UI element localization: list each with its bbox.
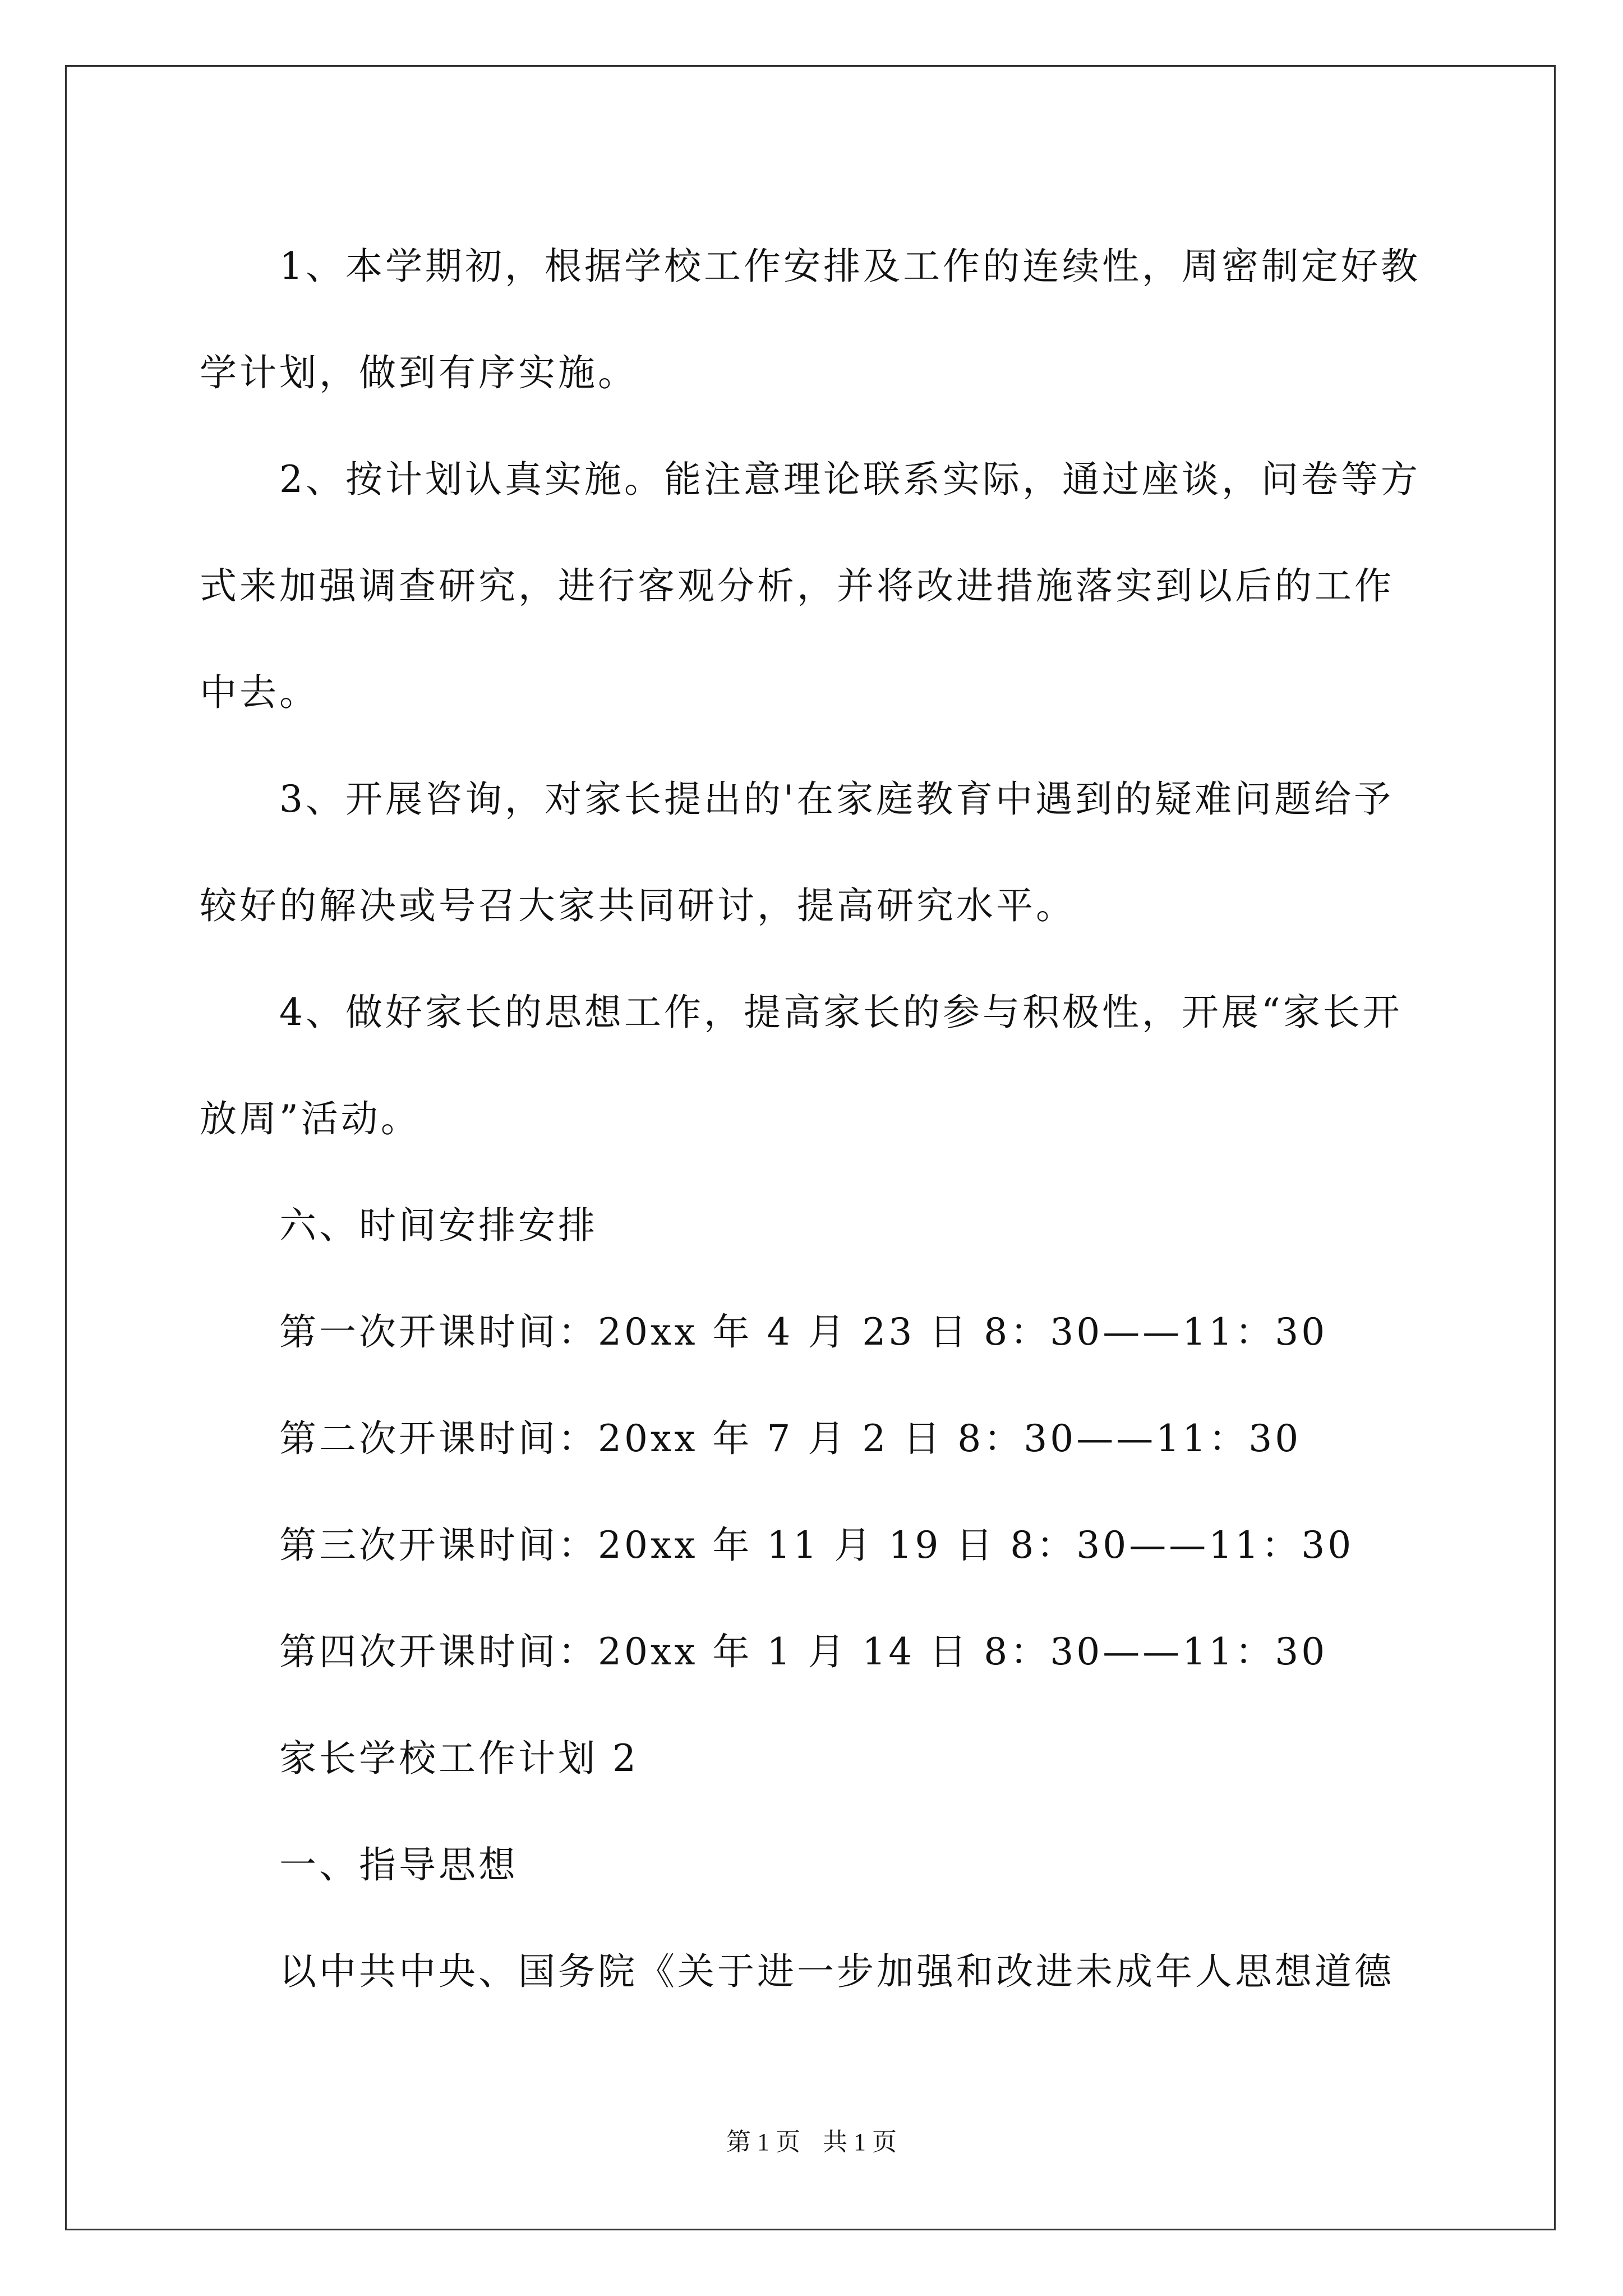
page-total: 共 1 页 (823, 2128, 897, 2156)
paragraph-item-4: 4、做好家长的思想工作，提高家长的参与积极性，开展“家长开放周”活动。 (200, 991, 1403, 1140)
page-number: 第 1 页 (726, 2128, 800, 2156)
schedule-line-1: 第一次开课时间：20xx 年 4 月 23 日 8：30——11：30 (279, 1310, 1328, 1354)
page-footer (0, 2122, 1623, 2157)
paragraph-item-2: 2、按计划认真实施。能注意理论联系实际，通过座谈，问卷等方式来加强调查研究，进行客观分析，并将改进措施落实到以后的工作中去。 (200, 458, 1421, 714)
paragraph-item-1: 1、本学期初，根据学校工作安排及工作的连续性，周密制定好教学计划，做到有序实施。 (200, 245, 1421, 394)
schedule-line-2: 第二次开课时间：20xx 年 7 月 2 日 8：30——11：30 (279, 1417, 1302, 1460)
document-body (200, 213, 1428, 2025)
schedule-line-3: 第三次开课时间：20xx 年 11 月 19 日 8：30——11：30 (279, 1524, 1354, 1567)
paragraph-item-3: 3、开展咨询，对家长提出的'在家庭教育中遇到的疑难问题给予较好的解决或号召大家共同研讨，提高研究水平。 (200, 777, 1394, 927)
plan-title: 家长学校工作计划 2 (279, 1737, 639, 1780)
schedule-line-4: 第四次开课时间：20xx 年 1 月 14 日 8：30——11：30 (279, 1630, 1328, 1673)
section-heading-schedule: 六、时间安排安排 (279, 1204, 598, 1247)
paragraph-guiding-ideology: 以中共中央、国务院《关于进一步加强和改进未成年人思想道德 (279, 1950, 1394, 1993)
section-heading-guiding-ideology: 一、指导思想 (279, 1843, 518, 1887)
